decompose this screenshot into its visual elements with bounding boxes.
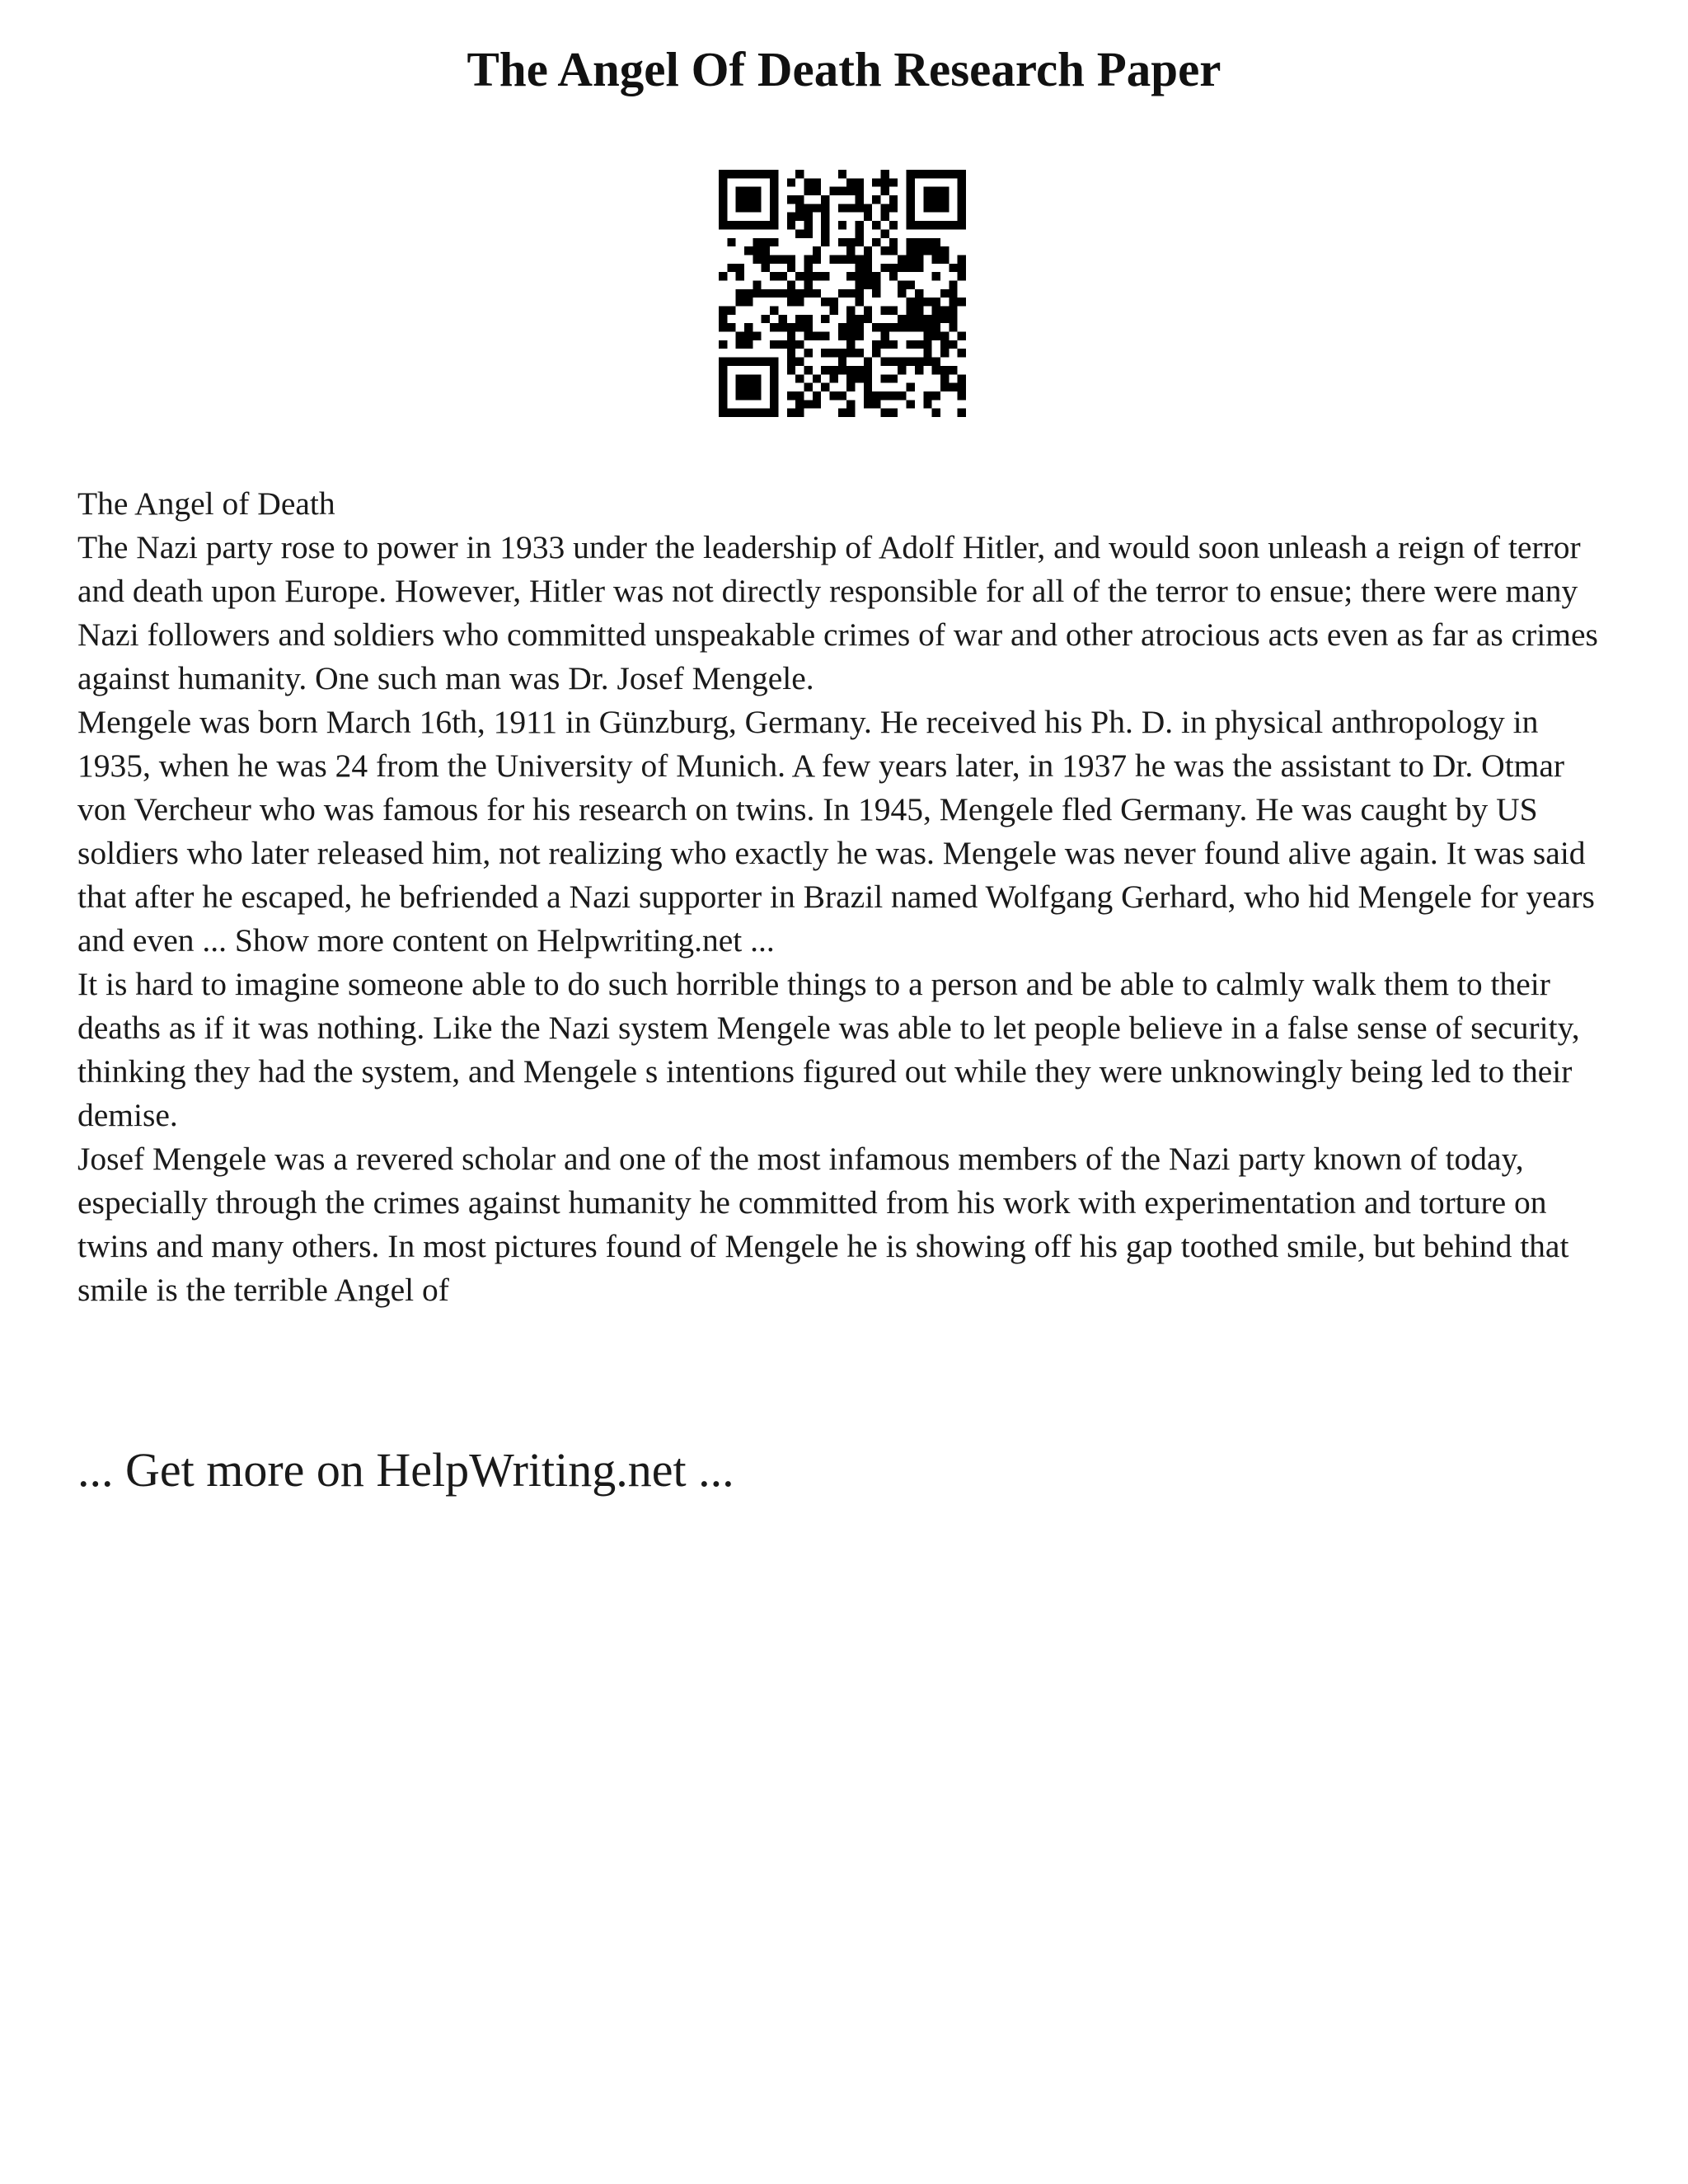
section-heading: The Angel of Death <box>77 485 335 522</box>
document-body <box>77 482 1619 1312</box>
qr-code-graphic <box>719 170 966 417</box>
get-more-link[interactable]: ... Get more on HelpWriting.net ... <box>77 1443 734 1497</box>
paragraph-reflection: It is hard to imagine someone able to do such horrible things to a person and be able to calmly walk them to their deaths as if it was nothing. Like the Nazi system Mengele was able to let people believe in a false sense of security, thinking they had the system, and Mengele s intentions figured out while they were unknowingly being led to their demise. <box>77 966 1580 1133</box>
qr-code-icon <box>719 170 966 417</box>
document-title: The Angel Of Death Research Paper <box>467 42 1221 96</box>
paragraph-conclusion: Josef Mengele was a revered scholar and one of the most infamous members of the Nazi party known of today, especially through the crimes against humanity he committed from his work with experimentation and torture on twins and many others. In most pictures found of Mengele he is showing off his gap toothed smile, but behind that smile is the terrible Angel of <box>77 1141 1569 1308</box>
paragraph-biography: Mengele was born March 16th, 1911 in Günzburg, Germany. He received his Ph. D. in physical anthropology in 1935, when he was 24 from the University of Munich. A few years later, in 1937 he was the assistant to Dr. Otmar von Vercheur who was famous for his research on twins. In 1945, Mengele fled Germany. He was caught by US soldiers who later released him, not realizing who exactly he was. Mengele was never found alive again. It was said that after he escaped, he befriended a Nazi supporter in Brazil named Wolfgang Gerhard, who hid Mengele for years and even ... Show more content on Helpwriting.net ... <box>77 704 1595 958</box>
paragraph-intro: The Nazi party rose to power in 1933 under the leadership of Adolf Hitler, and would soon unleash a reign of terror and death upon Europe. However, Hitler was not directly responsible for all of the terror to ensue; there were many Nazi followers and soldiers who committed unspeakable crimes of war and other atrocious acts even as far as crimes against humanity. One such man was Dr. Josef Mengele. <box>77 529 1598 696</box>
